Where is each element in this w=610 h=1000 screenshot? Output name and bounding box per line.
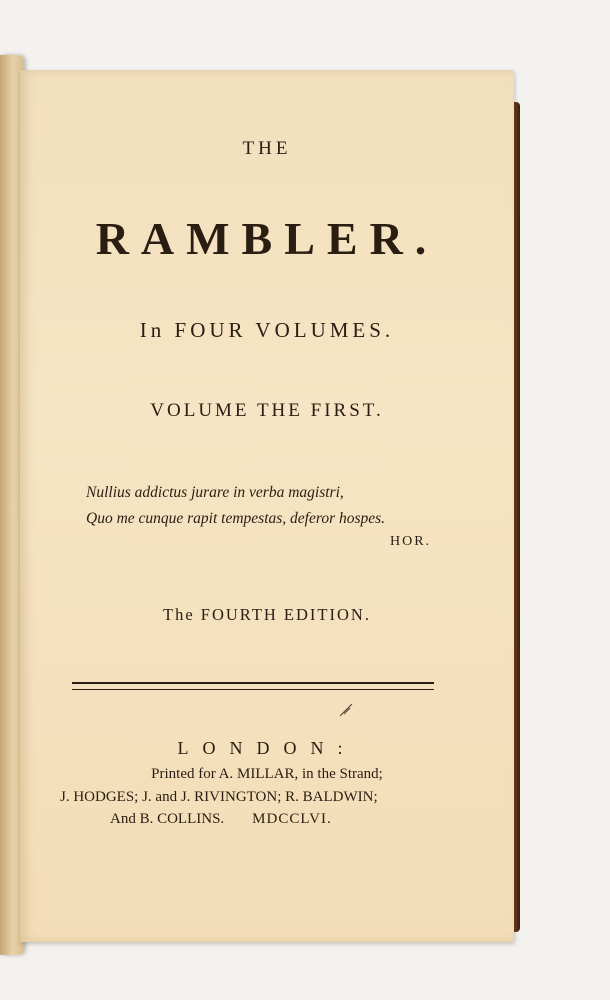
imprint-year: MDCCLVI. [252, 811, 332, 827]
imprint-line-2: J. HODGES; J. and J. RIVINGTON; R. BALDWIN; [60, 789, 378, 805]
title-page [20, 70, 514, 942]
title-article: THE [242, 138, 292, 159]
imprint-collins: And B. COLLINS. [110, 811, 225, 827]
double-rule-top [72, 682, 434, 684]
volumes-line: In FOUR VOLUMES. [139, 318, 395, 342]
ink-mark-icon [338, 702, 354, 718]
volume-line: VOLUME THE FIRST. [150, 400, 384, 421]
motto-line-2: Quo me cunque rapit tempestas, deferor hospes. [86, 510, 386, 527]
imprint-line-1: Printed for A. MILLAR, in the Strand; [151, 766, 383, 782]
imprint-line-3 [110, 811, 440, 828]
double-rule-bottom [72, 689, 434, 690]
edition-line: The FOURTH EDITION. [163, 605, 371, 624]
book-title: RAMBLER. [95, 213, 439, 264]
motto-line-1: Nullius addictus jurare in verba magistri, [86, 484, 344, 501]
motto-attribution: HOR. [390, 534, 432, 549]
imprint-city: LONDON: [177, 738, 357, 758]
